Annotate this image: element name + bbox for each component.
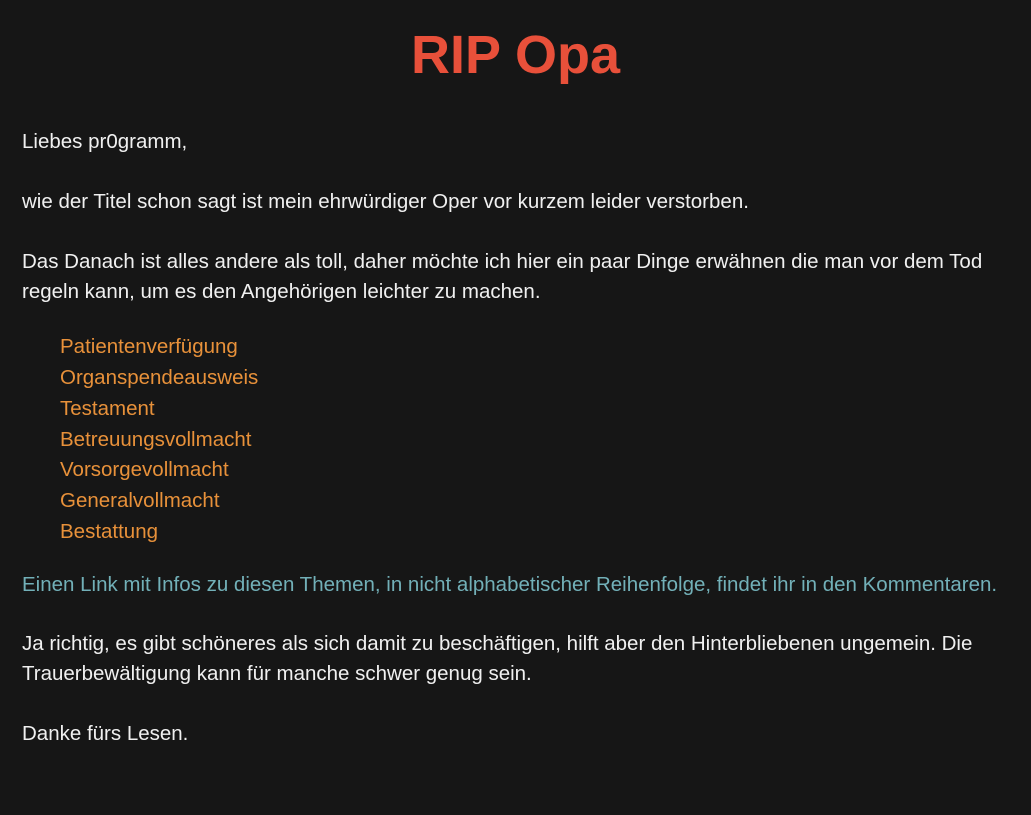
list-item: Vorsorgevollmacht [60,458,229,482]
greeting-text: Liebes pr0gramm, [22,130,188,154]
closing-text: Danke fürs Lesen. [22,721,189,745]
paragraph-three: Ja richtig, es gibt schöneres als sich damit zu beschäftigen, hilft aber den Hinterbliebenen ungemein. Die Trauerbewältigung kann für manche schwer genug sein. [22,632,973,685]
list-item: Betreuungsvollmacht [60,427,252,451]
comments-link-note: Einen Link mit Infos zu diesen Themen, in nicht alphabetischer Reihenfolge, findet ihr in den Kommentaren. [22,572,998,596]
paragraph-two: Das Danach ist alles andere als toll, daher möchte ich hier ein paar Dinge erwähnen die man vor dem Tod regeln kann, um es den Angehörigen leichter zu machen. [22,249,983,303]
page-title: RIP Opa [410,25,621,85]
paragraph-one: wie der Titel schon sagt ist mein ehrwürdiger Oper vor kurzem leider verstorben. [22,190,749,214]
document-list [22,332,1009,547]
list-item: Testament [60,396,155,420]
list-item: Patientenverfügung [60,335,238,359]
list-item: Generalvollmacht [60,489,220,513]
list-item: Organspendeausweis [60,366,259,390]
list-item: Bestattung [60,519,159,543]
